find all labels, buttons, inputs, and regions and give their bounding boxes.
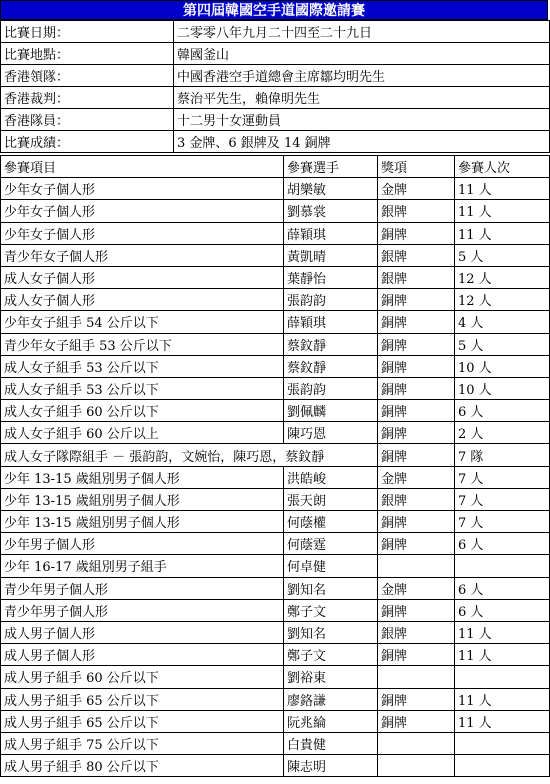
event-info-table: [0, 20, 550, 153]
result-entries: 5 人: [455, 333, 550, 355]
info-label: 香港隊員：: [1, 109, 174, 131]
result-entries: [455, 755, 550, 777]
result-entries: 11 人: [455, 200, 550, 222]
result-athlete: 劉慕裳: [284, 200, 378, 222]
result-entries: [455, 732, 550, 754]
result-award: 銀牌: [378, 200, 455, 222]
result-athlete: 劉佩麟: [284, 400, 378, 422]
results-header-row: [1, 156, 550, 178]
table-row: [1, 311, 550, 333]
result-award: 銅牌: [378, 222, 455, 244]
table-row: [1, 599, 550, 621]
result-award: 銅牌: [378, 644, 455, 666]
result-award: 銅牌: [378, 688, 455, 710]
result-award: 銅牌: [378, 289, 455, 311]
header-event: 參賽項目: [1, 156, 284, 178]
result-event: 少年 16-17 歲組別男子組手: [1, 555, 284, 577]
result-award: 金牌: [378, 577, 455, 599]
table-row: [1, 555, 550, 577]
table-row: [1, 200, 550, 222]
info-row: [1, 131, 550, 153]
result-athlete: 劉裕東: [284, 666, 378, 688]
result-entries: 6 人: [455, 400, 550, 422]
result-entries: 11 人: [455, 222, 550, 244]
result-athlete: 白貴健: [284, 732, 378, 754]
result-entries: 6 人: [455, 577, 550, 599]
result-entries: 6 人: [455, 599, 550, 621]
result-athlete: 薛穎琪: [284, 311, 378, 333]
result-entries: 7 隊: [455, 444, 550, 466]
result-award: 銅牌: [378, 710, 455, 732]
table-row: [1, 377, 550, 399]
info-label: 香港領隊：: [1, 65, 174, 87]
table-row: [1, 444, 550, 466]
result-athlete: 張韵韵: [284, 377, 378, 399]
result-entries: [455, 666, 550, 688]
result-award: 銅牌: [378, 333, 455, 355]
result-event: 成人男子組手 80 公斤以下: [1, 755, 284, 777]
result-athlete: 葉靜怡: [284, 266, 378, 288]
result-entries: 12 人: [455, 289, 550, 311]
result-award: 銅牌: [378, 599, 455, 621]
result-event: 成人男子組手 60 公斤以下: [1, 666, 284, 688]
result-athlete: 廖鉻謙: [284, 688, 378, 710]
info-row: [1, 43, 550, 65]
result-event: 成人男子組手 65 公斤以下: [1, 710, 284, 732]
result-athlete: 陳巧恩: [284, 422, 378, 444]
table-row: [1, 400, 550, 422]
result-entries: 7 人: [455, 511, 550, 533]
header-athlete: 參賽選手: [284, 156, 378, 178]
result-athlete: 薛穎琪: [284, 222, 378, 244]
result-award: 銅牌: [378, 511, 455, 533]
result-entries: 6 人: [455, 533, 550, 555]
result-entries: 7 人: [455, 466, 550, 488]
table-row: [1, 333, 550, 355]
table-row: [1, 266, 550, 288]
info-value: 韓國釜山: [174, 43, 550, 65]
result-athlete: 蔡鈫靜: [284, 333, 378, 355]
table-row: [1, 533, 550, 555]
info-value: 3 金牌、6 銀牌及 14 銅牌: [174, 131, 550, 153]
table-row: [1, 355, 550, 377]
result-athlete: 張天朗: [284, 488, 378, 510]
result-entries: [455, 555, 550, 577]
result-athlete: 胡樂敏: [284, 178, 378, 200]
table-row: [1, 244, 550, 266]
result-athlete: 劉知名: [284, 621, 378, 643]
result-award: 銅牌: [378, 400, 455, 422]
results-table: [0, 155, 550, 777]
result-award: 銀牌: [378, 244, 455, 266]
result-athlete: 鄭子文: [284, 599, 378, 621]
result-event: 少年女子個人形: [1, 200, 284, 222]
result-award: 銀牌: [378, 488, 455, 510]
result-athlete: 何蔭權: [284, 511, 378, 533]
table-row: [1, 688, 550, 710]
result-athlete: 蔡鈫靜: [284, 355, 378, 377]
header-entries: 參賽人次: [455, 156, 550, 178]
table-row: [1, 488, 550, 510]
result-event: 成人女子個人形: [1, 289, 284, 311]
result-award: 銅牌: [378, 533, 455, 555]
info-row: [1, 21, 550, 43]
table-row: [1, 755, 550, 777]
table-row: [1, 666, 550, 688]
table-row: [1, 621, 550, 643]
result-entries: 2 人: [455, 422, 550, 444]
result-athlete: 黃凱晴: [284, 244, 378, 266]
result-entries: 11 人: [455, 688, 550, 710]
result-award: 銅牌: [378, 444, 455, 466]
header-award: 獎項: [378, 156, 455, 178]
result-event: 少年男子個人形: [1, 533, 284, 555]
result-event: 成人女子隊際組手 － 張韵韵，文婉怡，陳巧恩，蔡鈫靜: [1, 444, 378, 466]
result-entries: 11 人: [455, 621, 550, 643]
result-event: 少年 13-15 歲組別男子個人形: [1, 466, 284, 488]
result-event: 青少年女子個人形: [1, 244, 284, 266]
result-event: 少年女子組手 54 公斤以下: [1, 311, 284, 333]
info-value: 十二男十女運動員: [174, 109, 550, 131]
result-award: [378, 555, 455, 577]
info-label: 比賽地點：: [1, 43, 174, 65]
info-label: 比賽成績：: [1, 131, 174, 153]
result-athlete: 何蔭霆: [284, 533, 378, 555]
result-award: 銅牌: [378, 355, 455, 377]
result-event: 成人女子組手 53 公斤以下: [1, 377, 284, 399]
result-entries: 4 人: [455, 311, 550, 333]
result-athlete: 洪皓峻: [284, 466, 378, 488]
result-award: 銀牌: [378, 621, 455, 643]
result-award: 銅牌: [378, 377, 455, 399]
table-row: [1, 222, 550, 244]
table-row: [1, 710, 550, 732]
info-row: [1, 87, 550, 109]
result-award: [378, 732, 455, 754]
info-value: 中國香港空手道總會主席鄒均明先生: [174, 65, 550, 87]
result-award: [378, 755, 455, 777]
result-athlete: 何卓健: [284, 555, 378, 577]
result-athlete: 鄭子文: [284, 644, 378, 666]
result-event: 成人女子個人形: [1, 266, 284, 288]
result-entries: 7 人: [455, 488, 550, 510]
table-row: [1, 466, 550, 488]
result-event: 成人男子個人形: [1, 644, 284, 666]
result-entries: 11 人: [455, 644, 550, 666]
info-value: 二零零八年九月二十四至二十九日: [174, 21, 550, 43]
result-event: 少年女子個人形: [1, 222, 284, 244]
result-entries: 10 人: [455, 355, 550, 377]
result-award: 銅牌: [378, 311, 455, 333]
result-athlete: 阮兆綸: [284, 710, 378, 732]
table-row: [1, 178, 550, 200]
result-event: 少年 13-15 歲組別男子個人形: [1, 488, 284, 510]
result-event: 成人女子組手 60 公斤以上: [1, 422, 284, 444]
result-award: 銀牌: [378, 266, 455, 288]
result-event: 成人男子組手 75 公斤以下: [1, 732, 284, 754]
result-entries: 12 人: [455, 266, 550, 288]
result-event: 青少年女子組手 53 公斤以下: [1, 333, 284, 355]
result-entries: 11 人: [455, 178, 550, 200]
result-entries: 11 人: [455, 710, 550, 732]
table-row: [1, 644, 550, 666]
result-event: 少年女子個人形: [1, 178, 284, 200]
result-award: 金牌: [378, 466, 455, 488]
info-value: 蔡治平先生，賴偉明先生: [174, 87, 550, 109]
result-athlete: 劉知名: [284, 577, 378, 599]
result-event: 青少年男子個人形: [1, 599, 284, 621]
info-row: [1, 109, 550, 131]
result-athlete: 張韵韵: [284, 289, 378, 311]
result-athlete: 陳志明: [284, 755, 378, 777]
result-event: 成人男子組手 65 公斤以下: [1, 688, 284, 710]
result-event: 成人女子組手 53 公斤以下: [1, 355, 284, 377]
result-event: 青少年男子個人形: [1, 577, 284, 599]
info-label: 香港裁判：: [1, 87, 174, 109]
result-event: 成人男子個人形: [1, 621, 284, 643]
table-row: [1, 511, 550, 533]
table-row: [1, 289, 550, 311]
sheet-title: 第四屆韓國空手道國際邀請賽: [0, 0, 548, 20]
table-row: [1, 732, 550, 754]
result-award: 金牌: [378, 178, 455, 200]
result-award: 銅牌: [378, 422, 455, 444]
result-event: 成人女子組手 60 公斤以下: [1, 400, 284, 422]
info-row: [1, 65, 550, 87]
info-label: 比賽日期：: [1, 21, 174, 43]
table-row: [1, 422, 550, 444]
result-award: [378, 666, 455, 688]
result-entries: 5 人: [455, 244, 550, 266]
result-event: 少年 13-15 歲組別男子個人形: [1, 511, 284, 533]
table-row: [1, 577, 550, 599]
result-entries: 10 人: [455, 377, 550, 399]
